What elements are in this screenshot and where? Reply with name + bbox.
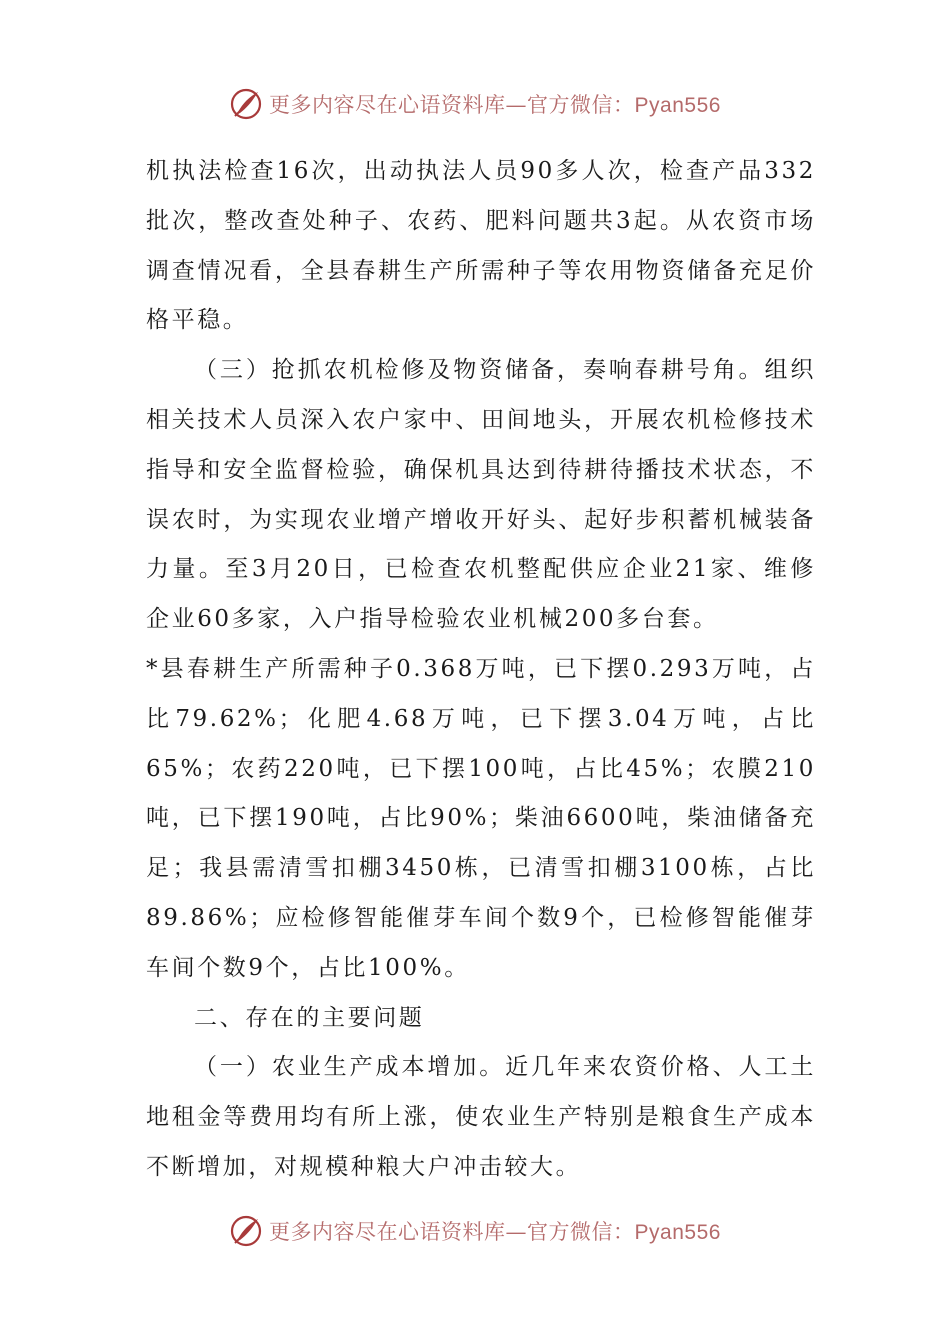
quill-pen-logo-icon [229, 1214, 263, 1248]
banner-text: 更多内容尽在心语资料库—官方微信：Pyan556 [269, 93, 721, 117]
footer-watermark-banner [0, 1211, 950, 1251]
banner-text: 更多内容尽在心语资料库—官方微信：Pyan556 [269, 1220, 721, 1244]
section-heading: 二、存在的主要问题 [194, 1004, 425, 1031]
paragraph-continuation: 机执法检查16次，出动执法人员90多人次，检查产品332批次，整改查处种子、农药、肥料问题共3起。从农资市场调查情况看，全县春耕生产所需种子等农用物资储备充足价格平稳。 [146, 158, 816, 334]
paragraph-costs: （一）农业生产成本增加。近几年来农资价格、人工土地租金等费用均有所上涨，使农业生产特别是粮食生产成本不断增加，对规模种粮大户冲击较大。 [146, 1054, 816, 1180]
quill-pen-logo-icon [229, 87, 263, 121]
paragraph-statistics: *县春耕生产所需种子0.368万吨，已下摆0.293万吨，占比79.62%；化肥4.68万吨，已下摆3.04万吨，占比65%；农药220吨，已下摆100吨，占比45%；农膜210吨，已下摆190吨，占比90%；柴油6600吨，柴油储备充足；我县需清雪扣棚3450栋，已清雪扣棚3100栋，占比89.86%；应检修智能催芽车间个数9个，已检修智能催芽车间个数9个，占比100%。 [146, 655, 816, 981]
paragraph-machinery: （三）抢抓农机检修及物资储备，奏响春耕号角。组织相关技术人员深入农户家中、田间地头，开展农机检修技术指导和安全监督检验，确保机具达到待耕待播技术状态，不误农时，为实现农业增产增收开好头、起好步积蓄机械装备力量。至3月20日，已检查农机整配供应企业21家、维修企业60多家，入户指导检验农业机械200多台套。 [146, 357, 816, 633]
document-body [146, 147, 816, 1193]
header-watermark-banner [0, 84, 950, 124]
